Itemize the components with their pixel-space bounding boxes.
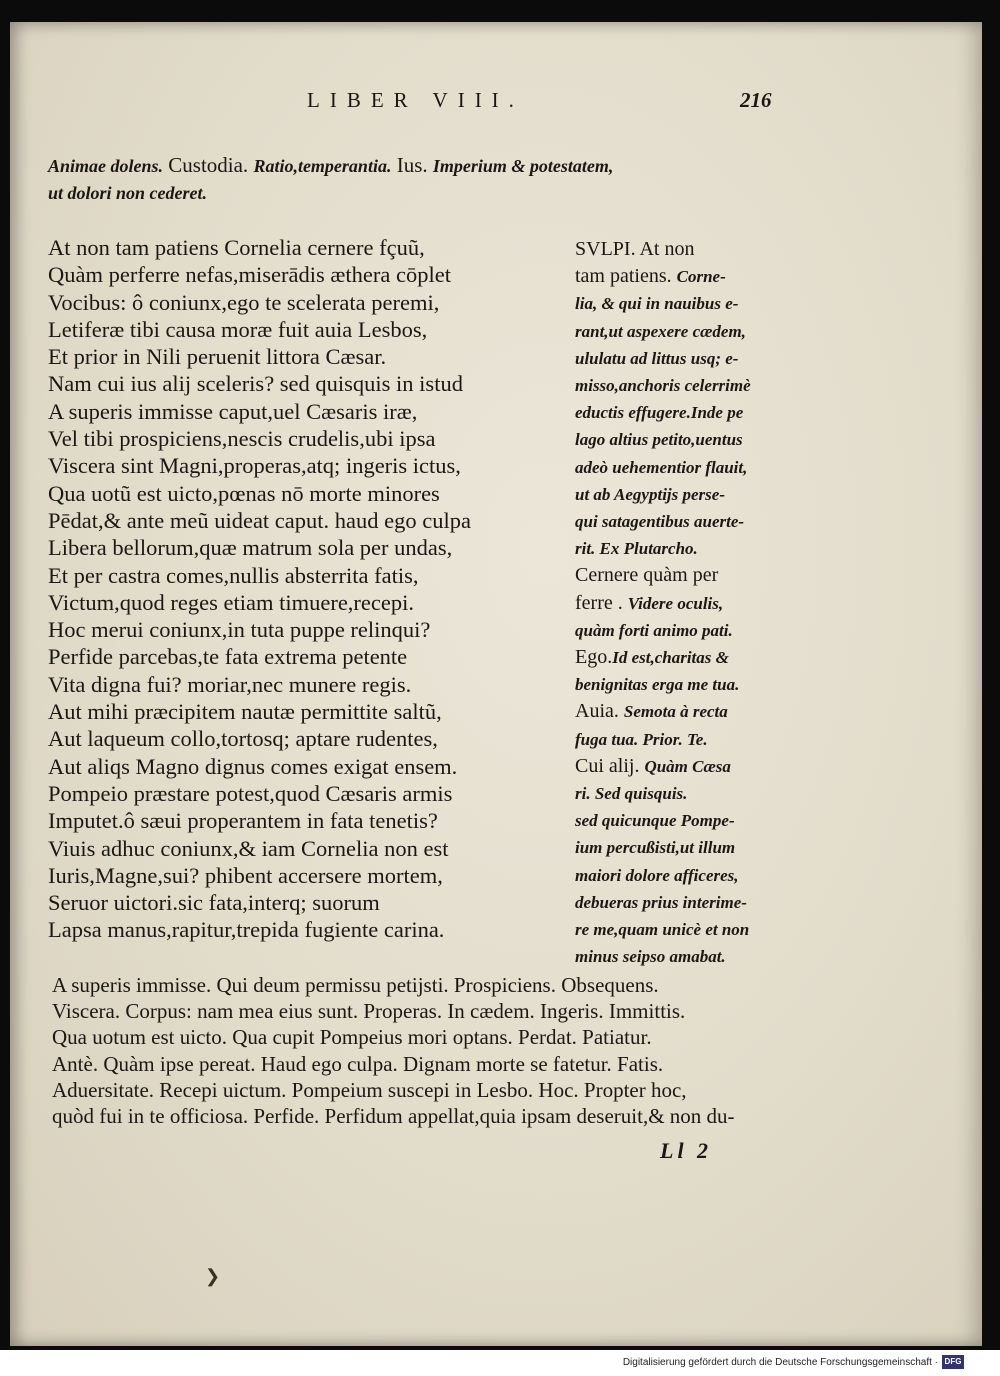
verse-line: Et per castra comes,nullis absterrita fatis, bbox=[48, 562, 419, 588]
side-note-line bbox=[575, 426, 795, 453]
funding-notice: Digitalisierung gefördert durch die Deutsche Forschungsgemeinschaft · bbox=[622, 1357, 938, 1368]
side-note-gloss: lago altius petito,uentus bbox=[575, 430, 743, 450]
side-note-line bbox=[575, 834, 795, 861]
verse-line: Viscera sint Magni,properas,atq; ingeris ictus, bbox=[48, 453, 461, 479]
side-note-gloss: eductis effugere.Inde pe bbox=[575, 403, 744, 423]
side-note-gloss: maiori dolore afficeres, bbox=[575, 865, 739, 885]
side-note-gloss: debueras prius interime- bbox=[575, 892, 747, 912]
note-lemma: Ius. bbox=[396, 153, 428, 177]
commentary-line: Viscera. Corpus: nam mea eius sunt. Properas. In cædem. Ingeris. Immittis. bbox=[52, 999, 686, 1024]
verse-line: Vel tibi prospiciens,nescis crudelis,ubi ipsa bbox=[48, 426, 436, 452]
side-note-gloss: sed quicunque Pompe- bbox=[575, 811, 735, 831]
commentary-line: Qua uotum est uicto. Qua cupit Pompeius mori optans. Perdat. Patiatur. bbox=[52, 1025, 652, 1050]
commentary-line: quòd fui in te officiosa. Perfide. Perfidum appellat,quia ipsam deseruit,& non du- bbox=[52, 1104, 735, 1129]
verse-line: Viuis adhuc coniunx,& iam Cornelia non est bbox=[48, 835, 449, 861]
verse-line: Qua uotũ est uicto,pœnas nō morte minores bbox=[48, 480, 440, 506]
side-note-gloss: Quàm Cæsa bbox=[644, 756, 731, 776]
dfg-logo-icon: DFG bbox=[942, 1355, 964, 1369]
verse-line: Nam cui ius alij sceleris? sed quisquis in istud bbox=[48, 371, 463, 397]
side-note-line bbox=[575, 508, 795, 535]
side-note-gloss: adeò uehementior flauit, bbox=[575, 457, 748, 477]
book-page bbox=[10, 22, 982, 1346]
side-note-line bbox=[575, 698, 795, 725]
side-note-line bbox=[575, 481, 795, 508]
side-note-line bbox=[575, 726, 795, 753]
verse-line: Letiferæ tibi causa moræ fuit auia Lesbos, bbox=[48, 316, 428, 342]
side-note-lemma: Cui alij. bbox=[575, 754, 640, 777]
verse-line: Quàm perferre nefas,miserādis æthera cōplet bbox=[48, 262, 451, 288]
side-note-line bbox=[575, 671, 795, 698]
side-note-line bbox=[575, 617, 795, 644]
side-note-lemma: Auia. bbox=[575, 700, 619, 723]
side-note-gloss: fuga tua. Prior. Te. bbox=[575, 729, 708, 749]
side-note-gloss: misso,anchoris celerrimè bbox=[575, 376, 751, 396]
side-note-line bbox=[575, 318, 795, 345]
verse-line: A superis immisse caput,uel Cæsaris iræ, bbox=[48, 398, 418, 424]
side-note-gloss: Semota à recta bbox=[623, 702, 728, 722]
side-note-lemma: ferre . bbox=[575, 591, 623, 614]
note-lemma: Custodia. bbox=[168, 153, 249, 177]
side-note-gloss: Id est,charitas & bbox=[612, 648, 729, 668]
side-note-line bbox=[575, 454, 795, 481]
commentary-line: Antè. Quàm ipse pereat. Haud ego culpa. Dignam morte se fatetur. Fatis. bbox=[52, 1051, 664, 1076]
verse-line: Iuris,Magne,sui? phibent accersere mortem, bbox=[48, 862, 443, 888]
side-note-line bbox=[575, 780, 795, 807]
ink-mark-icon: ❯ bbox=[205, 1266, 221, 1286]
running-head: LIBER VIII. bbox=[307, 88, 524, 112]
verse-line: Lapsa manus,rapitur,trepida fugiente carina. bbox=[48, 917, 445, 943]
commentary-line: Aduersitate. Recepi uictum. Pompeium suscepi in Lesbo. Hoc. Propter hoc, bbox=[52, 1077, 687, 1102]
verse-line: Perfide parcebas,te fata extrema petente bbox=[48, 644, 408, 670]
note-gloss: Ratio,temperantia. bbox=[253, 156, 392, 176]
side-note-line bbox=[575, 943, 795, 970]
side-note-line bbox=[575, 290, 795, 317]
side-note-gloss: lia, & qui in nauibus e- bbox=[575, 294, 739, 314]
side-note-line bbox=[575, 562, 795, 589]
verse-line: Hoc merui coniunx,in tuta puppe relinqui? bbox=[48, 617, 431, 643]
side-note-line bbox=[575, 263, 795, 290]
verse-line: Pēdat,& ante meũ uideat caput. haud ego culpa bbox=[48, 507, 471, 533]
side-note-gloss: quàm forti animo pati. bbox=[575, 620, 733, 640]
side-note-lemma: tam patiens. bbox=[575, 265, 672, 288]
side-note-gloss: ri. Sed quisquis. bbox=[575, 784, 688, 804]
top-commentary bbox=[48, 152, 788, 206]
side-commentary bbox=[575, 236, 795, 970]
side-note-gloss: ululatu ad littus usq; e- bbox=[575, 348, 739, 368]
side-note-gloss: re me,quam unicè et non bbox=[575, 920, 750, 940]
verse-column bbox=[48, 234, 558, 944]
side-note-lemma: Cernere quàm per bbox=[575, 564, 719, 587]
side-note-gloss: benignitas erga me tua. bbox=[575, 675, 740, 695]
verse-line: Aut mihi præcipitem nautæ permittite saltũ, bbox=[48, 699, 442, 725]
note-gloss: Imperium & potestatem, bbox=[432, 156, 614, 176]
side-note-lemma: SVLPI. At non bbox=[575, 238, 695, 260]
page-number: 216 bbox=[740, 88, 772, 112]
signature-mark: Ll 2 bbox=[660, 1138, 713, 1163]
side-note-gloss: rit. Ex Plutarcho. bbox=[575, 539, 698, 559]
side-note-line bbox=[575, 889, 795, 916]
verse-line: Vocibus: ô coniunx,ego te scelerata peremi, bbox=[48, 289, 440, 315]
side-note-gloss: qui satagentibus auerte- bbox=[575, 512, 745, 532]
side-note-gloss: rant,ut aspexere cædem, bbox=[575, 321, 746, 341]
note-lemma: Animae dolens. bbox=[48, 156, 164, 176]
side-note-gloss: Corne- bbox=[676, 267, 726, 287]
verse-line: At non tam patiens Cornelia cernere fçuũ, bbox=[48, 235, 425, 260]
verse-line: Aut aliqs Magno dignus comes exigat ensem. bbox=[48, 753, 458, 779]
verse-line: Et prior in Nili peruenit littora Cæsar. bbox=[48, 344, 387, 370]
verse-line: Victum,quod reges etiam timuere,recepi. bbox=[48, 589, 415, 615]
side-note-gloss: minus seipso amabat. bbox=[575, 947, 726, 967]
verse-line: Imputet.ô sæui properantem in fata tenetis? bbox=[48, 808, 438, 834]
verse-line: Seruor uictori.sic fata,interq; suorum bbox=[48, 890, 380, 916]
side-note-gloss: Videre oculis, bbox=[627, 593, 724, 613]
verse-line: Pompeio præstare potest,quod Cæsaris armis bbox=[48, 780, 453, 806]
side-note-line bbox=[575, 535, 795, 562]
side-note-line bbox=[575, 345, 795, 372]
verse-line: Aut laqueum collo,tortosq; aptare rudentes, bbox=[48, 726, 438, 752]
side-note-line bbox=[575, 807, 795, 834]
side-note-line bbox=[575, 590, 795, 617]
side-note-gloss: ium percußisti,ut illum bbox=[575, 838, 736, 858]
side-note-lemma: Ego. bbox=[575, 646, 613, 669]
side-note-line bbox=[575, 753, 795, 780]
footer-bar bbox=[0, 1350, 1000, 1376]
side-note-gloss: ut ab Aegyptijs perse- bbox=[575, 484, 725, 504]
side-note-line bbox=[575, 862, 795, 889]
verse-line: Vita digna fui? moriar,nec munere regis. bbox=[48, 671, 412, 697]
side-note-line bbox=[575, 399, 795, 426]
side-note-line bbox=[575, 372, 795, 399]
verse-line: Libera bellorum,quæ matrum sola per undas, bbox=[48, 535, 453, 561]
note-gloss: ut dolori non cederet. bbox=[48, 183, 208, 203]
bottom-commentary bbox=[52, 972, 792, 1129]
commentary-line: A superis immisse. Qui deum permissu petijsti. Prospiciens. Obsequens. bbox=[52, 973, 659, 997]
side-note-line bbox=[575, 644, 795, 671]
side-note-line bbox=[575, 236, 795, 263]
side-note-line bbox=[575, 916, 795, 943]
